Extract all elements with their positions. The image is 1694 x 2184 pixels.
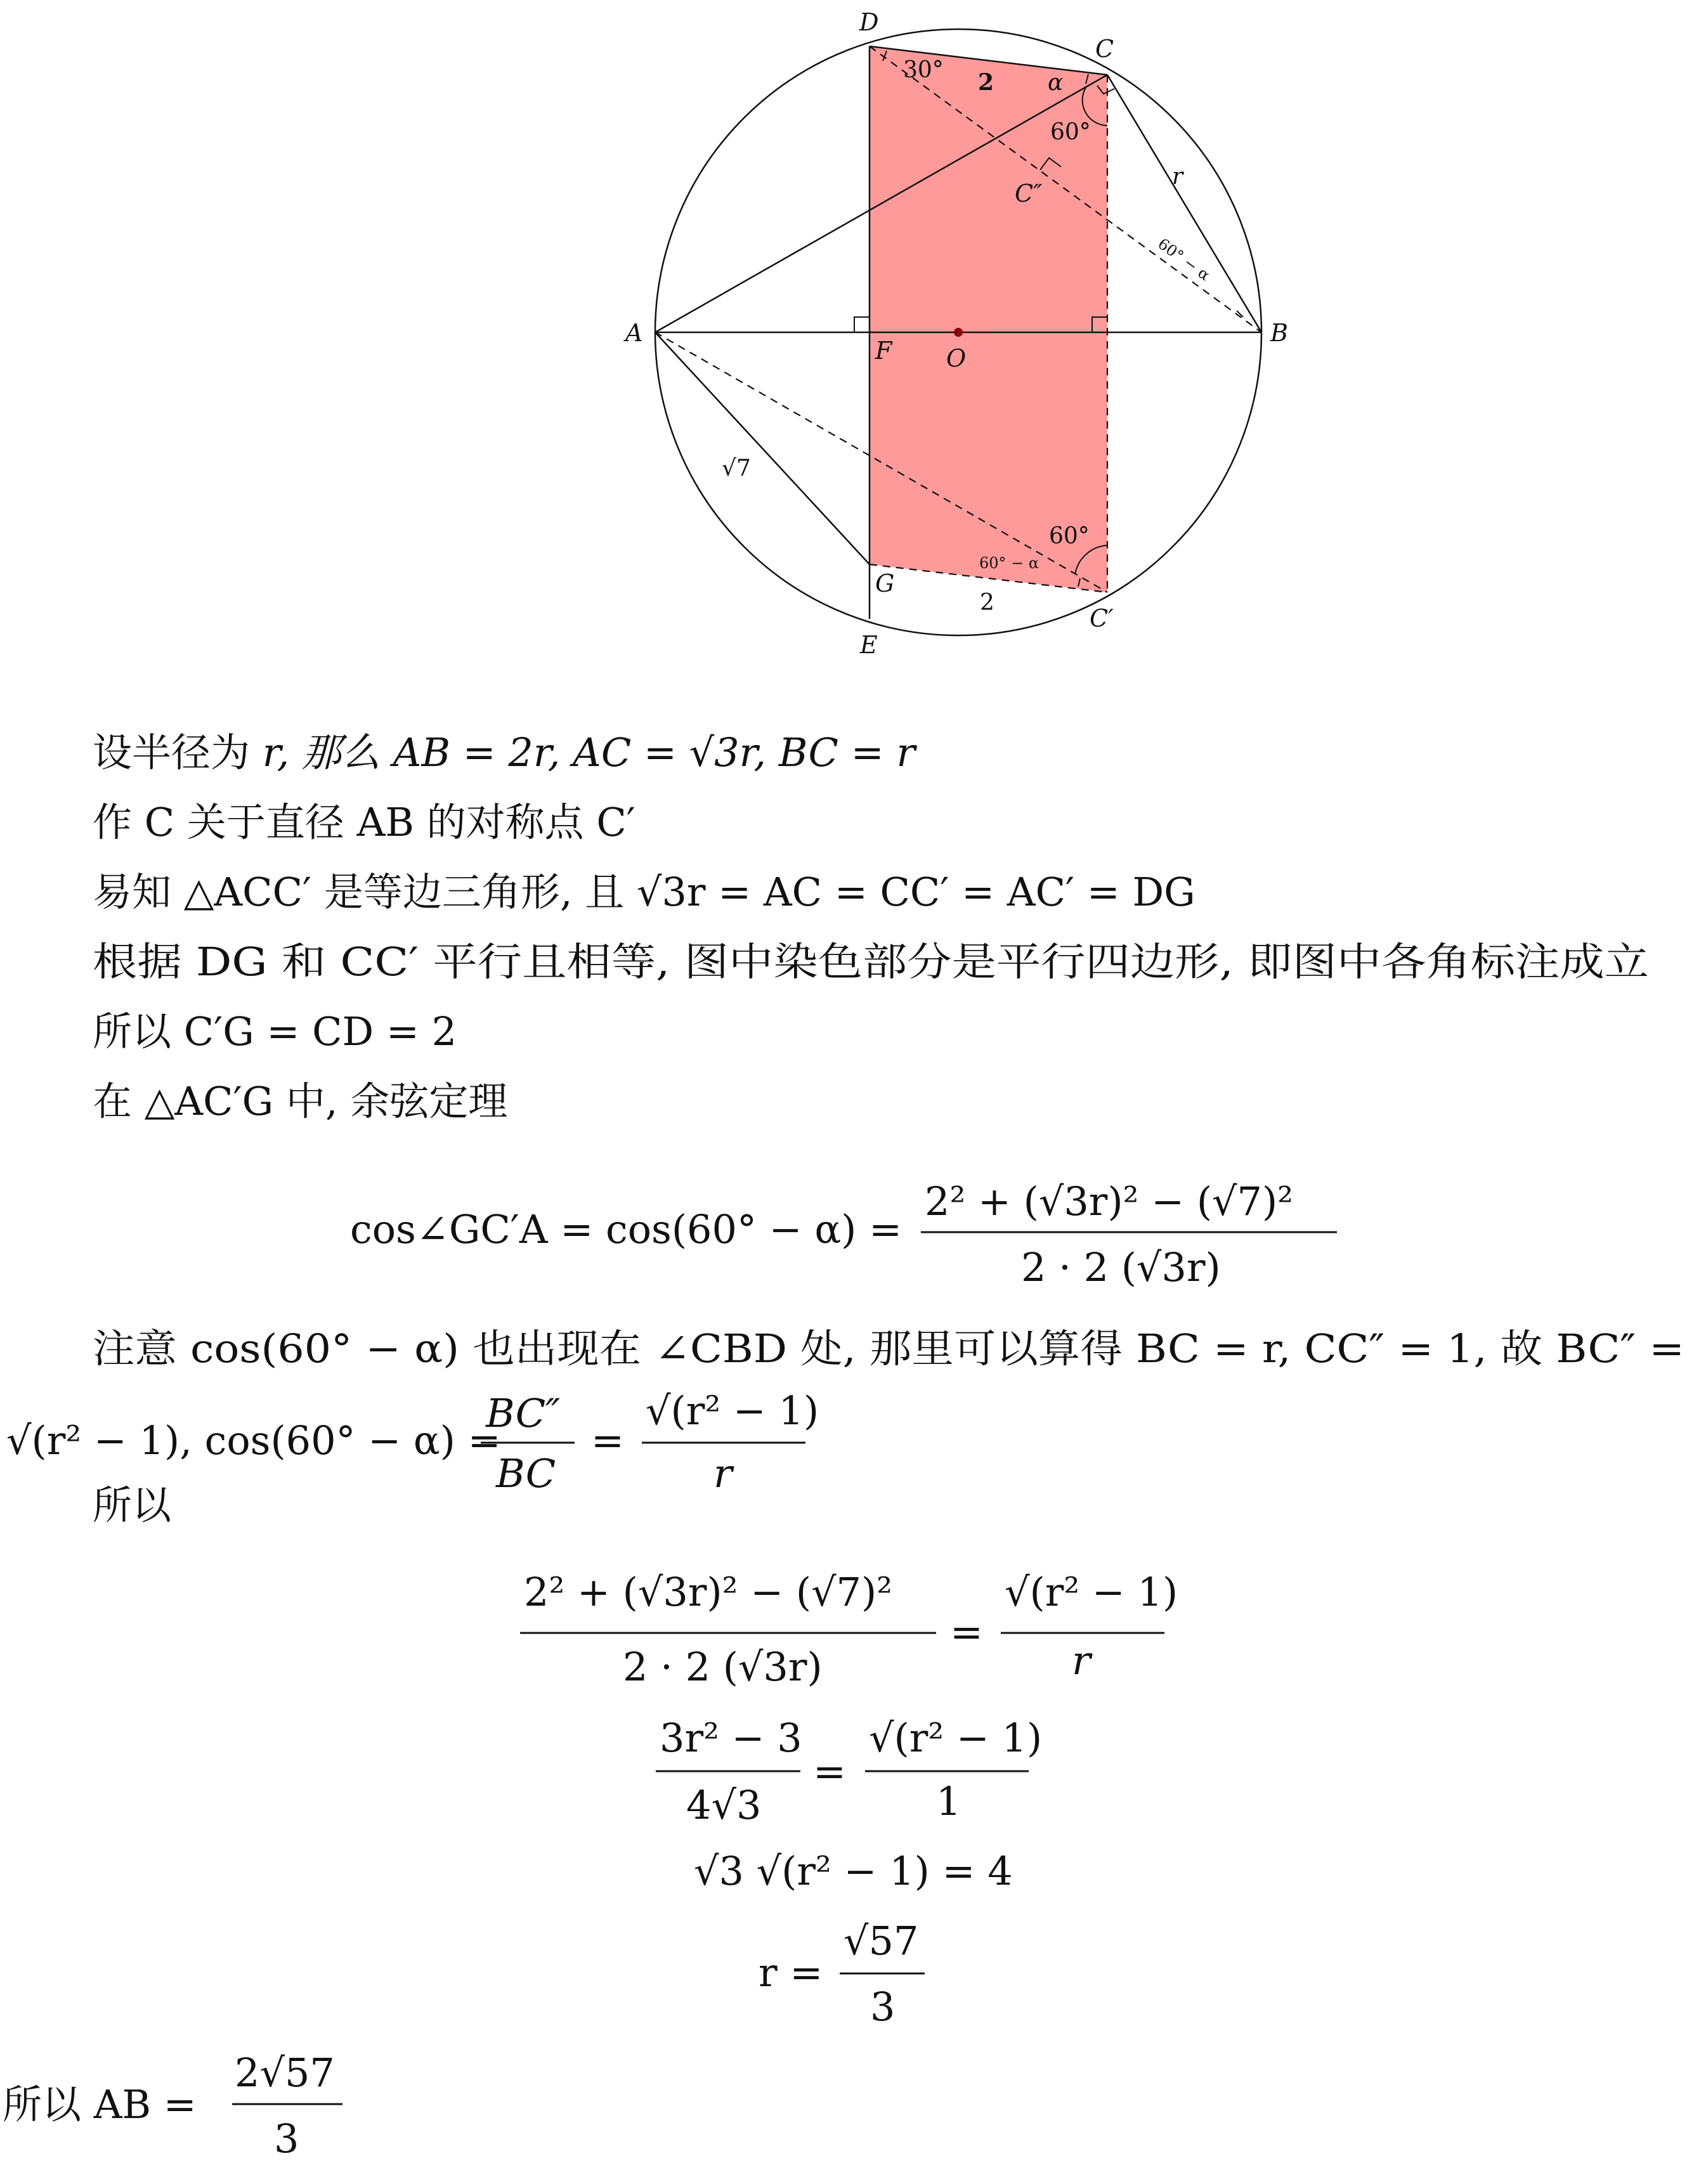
eq3-right-denominator: 1: [936, 1778, 961, 1824]
eq3-denominator: 4√3: [686, 1782, 762, 1828]
angle-label-C-alpha: α: [1048, 70, 1064, 96]
text-line-9: 所以: [93, 1482, 172, 1528]
text-line-6: 在 △AC′G 中, 余弦定理: [93, 1078, 508, 1124]
label-F: F: [875, 337, 892, 365]
length-label-CB: r: [1172, 164, 1183, 190]
text-line-2: 作 C 关于直径 AB 的对称点 C′: [93, 799, 635, 845]
label-C: C: [1095, 35, 1114, 63]
line8-frac2-den: r: [713, 1450, 733, 1497]
text-line-1-a: 设半径为: [93, 729, 263, 776]
label-A: A: [625, 319, 643, 347]
angle-label-Cprime-60-minus-alpha: 60° − α: [979, 554, 1039, 572]
equation-5: [759, 1918, 925, 2030]
text-line-1: [93, 729, 917, 776]
length-label-GCprime: 2: [980, 590, 994, 616]
label-E: E: [860, 631, 878, 659]
eq2-denominator: 2 · 2 (√3r): [623, 1644, 823, 1690]
eq2-right-numerator: √(r² − 1): [1005, 1569, 1178, 1615]
line8-frac2-num: √(r² − 1): [646, 1388, 819, 1434]
eq1-numerator: 2² + (√3r)² − (√7)²: [925, 1178, 1294, 1225]
label-Cprime: C′: [1090, 604, 1114, 632]
eq5-denominator: 3: [870, 1984, 896, 2030]
eq3-numerator: 3r² − 3: [660, 1715, 802, 1761]
center-point-O: [954, 328, 963, 337]
eq5-left: r =: [759, 1949, 823, 1996]
final-answer: [3, 2050, 342, 2162]
eq3-right-numerator: √(r² − 1): [869, 1715, 1043, 1761]
angle-label-B-60-minus-alpha: 60° − α: [1154, 235, 1214, 285]
line8-left: √(r² − 1), cos(60° − α) =: [6, 1417, 501, 1464]
label-Cdoubleprime: C″: [1015, 179, 1043, 207]
text-line-4: 根据 DG 和 CC′ 平行且相等, 图中染色部分是平行四边形, 即图中各角标注成立: [93, 939, 1649, 985]
length-label-DC: 2: [978, 69, 994, 96]
eq1-denominator: 2 · 2 (√3r): [1021, 1244, 1221, 1290]
line8-frac1-den: BC: [496, 1450, 556, 1497]
label-D: D: [859, 8, 879, 36]
angle-label-D-30: 30°: [903, 57, 944, 83]
line8-frac1-num: BC″: [486, 1390, 561, 1436]
eq3-equals: =: [813, 1748, 846, 1795]
text-line-1-b: r, 那么 AB = 2r, AC = √3r, BC = r: [262, 729, 915, 776]
eq5-numerator: √57: [844, 1918, 919, 1964]
final-denominator: 3: [274, 2116, 299, 2162]
eq2-right-denominator: r: [1072, 1637, 1091, 1684]
text-line-3: 易知 △ACC′ 是等边三角形, 且 √3r = AC = CC′ = AC′ = DG: [93, 869, 1196, 915]
segment-CB: [1107, 75, 1261, 332]
equation-1: [350, 1178, 1337, 1290]
label-O: O: [946, 344, 967, 372]
angle-label-Cprime-60: 60°: [1049, 523, 1090, 549]
label-B: B: [1270, 319, 1288, 347]
eq2-equals: =: [950, 1609, 983, 1655]
solution-text: [3, 729, 1684, 2162]
eq2-numerator: 2² + (√3r)² − (√7)²: [524, 1569, 893, 1615]
equation-2: [520, 1569, 1178, 1690]
label-G: G: [875, 569, 895, 597]
geometry-figure: [623, 8, 1288, 659]
equation-3: [656, 1715, 1042, 1828]
segment-AG: [655, 332, 870, 564]
eq1-left: cos∠GC′A = cos(60° − α) =: [350, 1206, 902, 1252]
right-angle-F-icon: [854, 317, 870, 332]
text-line-5: 所以 C′G = CD = 2: [93, 1008, 457, 1055]
length-label-AG: √7: [722, 455, 751, 481]
final-numerator: 2√57: [235, 2050, 335, 2096]
line8-equals: =: [591, 1417, 624, 1464]
equation-4: √3 √(r² − 1) = 4: [694, 1848, 1013, 1894]
angle-label-C-60: 60°: [1050, 119, 1091, 145]
text-line-8: [6, 1388, 819, 1497]
final-left: 所以 AB =: [3, 2081, 197, 2128]
text-line-7: 注意 cos(60° − α) 也出现在 ∠CBD 处, 那里可以算得 BC = r, CC″ = 1, 故 BC″ =: [93, 1325, 1684, 1372]
